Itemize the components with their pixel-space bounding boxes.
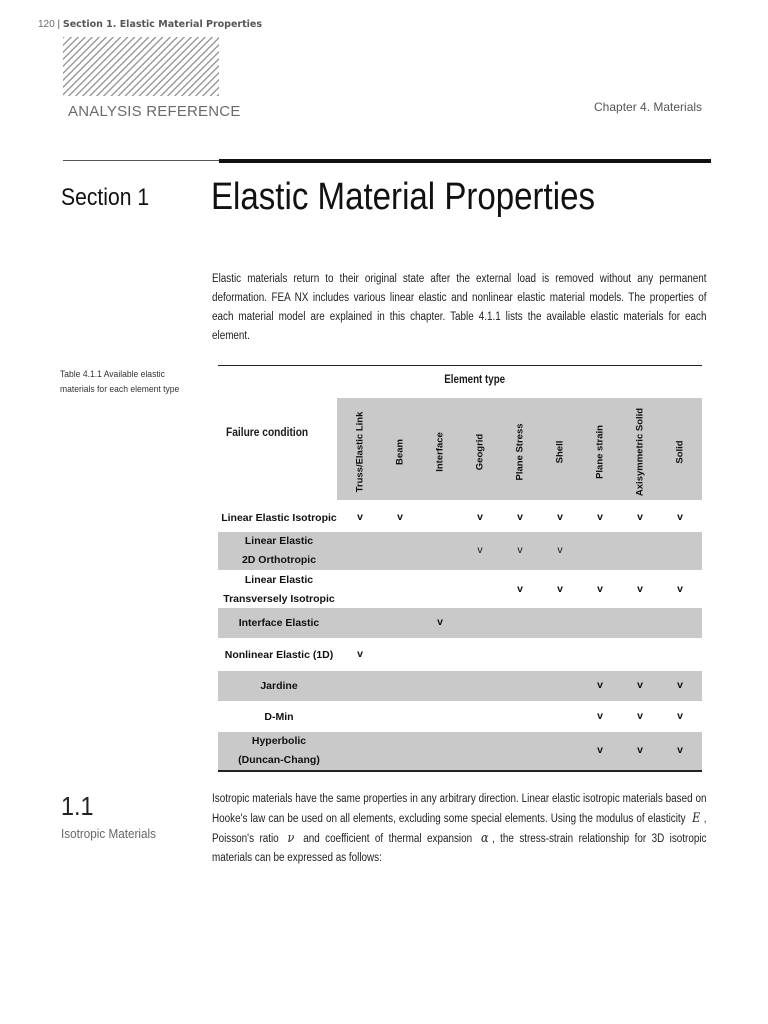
check-mark: v — [557, 583, 563, 595]
column-header — [670, 408, 690, 496]
row-label — [218, 671, 340, 701]
isotropic-text-part: , Poisson's ratio — [212, 813, 707, 845]
column-header-label: Shell — [554, 440, 566, 464]
column-header-label: Axisymmetric Solid — [634, 407, 646, 497]
isotropic-text-part: Isotropic materials have the same properties in any arbitrary direction. Linear elastic isotropic materials based on Hooke's law can be used on all elements, excluding some special elements. Using the modulus of elasticity — [212, 793, 707, 825]
hatched-decoration — [63, 37, 219, 96]
isotropic-text-part: and coefficient of thermal expansion — [303, 833, 473, 845]
subsection-title: Isotropic Materials — [61, 826, 156, 841]
check-mark: v — [637, 583, 643, 595]
subsection-number: 1.1 — [61, 791, 94, 821]
row-label-line: Linear Elastic — [244, 535, 314, 547]
column-header — [550, 408, 570, 496]
row-label-line: Transversely Isotropic — [223, 593, 335, 605]
row-label — [218, 504, 340, 532]
row-label-line: Linear Elastic Isotropic — [221, 511, 337, 524]
column-header-label: Plane Stress — [514, 423, 526, 481]
row-label — [218, 702, 340, 732]
column-header-label: Solid — [674, 440, 686, 464]
row-label-line: 2D Orthotropic — [241, 554, 317, 566]
table-row — [218, 532, 702, 570]
symbol-poisson: ν — [287, 831, 295, 846]
check-mark: v — [597, 679, 603, 691]
row-label — [218, 608, 340, 638]
column-header — [390, 408, 410, 496]
header-rule-thick — [219, 159, 711, 163]
table-top-rule — [218, 365, 702, 366]
check-mark: v — [677, 744, 683, 756]
analysis-reference-label: ANALYSIS REFERENCE — [68, 103, 241, 120]
check-mark: v — [517, 583, 523, 595]
check-mark: v — [677, 679, 683, 691]
column-header-label: Beam — [394, 439, 406, 465]
failure-condition-heading: Failure condition — [226, 425, 309, 439]
check-mark: v — [637, 679, 643, 691]
element-type-heading: Element type — [444, 374, 506, 386]
table-row — [218, 570, 702, 610]
check-mark: v — [477, 511, 483, 523]
row-label — [218, 640, 340, 670]
column-header — [630, 408, 650, 496]
table-bottom-rule — [218, 770, 702, 772]
check-mark: v — [397, 511, 403, 523]
intro-paragraph: Elastic materials return to their original state after the external load is removed without any permanent deformation. FEA NX includes various linear elastic and nonlinear elastic material models. The properties of each material model are explained in this chapter. Table 4.1.1 lists the available elastic materials for each element. — [212, 273, 707, 342]
page-title: Elastic Material Properties — [211, 176, 596, 218]
row-label — [218, 732, 340, 770]
isotropic-text-part: , the stress-strain relationship for 3D isotropic materials can be expressed as follows: — [212, 833, 707, 864]
table-row — [218, 640, 702, 670]
table-row — [218, 732, 702, 770]
check-mark: v — [637, 710, 643, 722]
isotropic-paragraph — [212, 790, 707, 868]
check-mark: v — [517, 511, 523, 523]
column-header — [350, 408, 370, 496]
section-label: Section 1 — [61, 184, 150, 211]
column-header — [510, 408, 530, 496]
row-label — [218, 532, 340, 570]
check-mark: v — [597, 583, 603, 595]
row-label-line: Interface Elastic — [238, 616, 320, 629]
check-mark: v — [597, 744, 603, 756]
symbol-modulus: E — [692, 811, 701, 826]
check-mark: v — [597, 511, 603, 523]
row-label-line: (Duncan-Chang) — [238, 754, 320, 766]
check-mark: v — [437, 616, 443, 628]
column-header-label: Plane strain — [594, 425, 606, 479]
column-header — [590, 408, 610, 496]
row-label — [218, 570, 340, 610]
table-caption: Table 4.1.1 Available elastic materials for each element type — [60, 369, 180, 395]
column-header — [430, 408, 450, 496]
running-section-title: Section 1. Elastic Material Properties — [62, 19, 263, 30]
symbol-thermal: α — [480, 831, 489, 846]
table-row — [218, 671, 702, 701]
check-mark: v — [677, 511, 683, 523]
check-mark: v — [477, 544, 483, 556]
check-mark: v — [557, 511, 563, 523]
row-label-line: Jardine — [260, 679, 298, 692]
table-row — [218, 504, 702, 532]
table-row — [218, 608, 702, 638]
chapter-label: Chapter 4. Materials — [594, 100, 703, 114]
check-mark: v — [357, 511, 363, 523]
check-mark: v — [637, 511, 643, 523]
check-mark: v — [677, 583, 683, 595]
column-header-label: Truss/Elastic Link — [354, 411, 366, 493]
running-header: 120 | Section 1. Elastic Material Properties — [38, 19, 263, 30]
table-row — [218, 702, 702, 732]
column-header-label: Interface — [434, 432, 446, 472]
page-number: 120 — [38, 19, 55, 30]
column-header — [470, 408, 490, 496]
header-rule-thin — [63, 160, 220, 161]
check-mark: v — [517, 544, 523, 556]
row-label-line: Hyperbolic — [251, 735, 307, 747]
row-label-line: D-Min — [264, 710, 294, 723]
check-mark: v — [677, 710, 683, 722]
check-mark: v — [557, 544, 563, 556]
check-mark: v — [637, 744, 643, 756]
check-mark: v — [357, 648, 363, 660]
row-label-line: Linear Elastic — [244, 574, 314, 586]
row-label-line: Nonlinear Elastic (1D) — [224, 648, 334, 661]
check-mark: v — [597, 710, 603, 722]
column-header-label: Geogrid — [474, 433, 486, 471]
